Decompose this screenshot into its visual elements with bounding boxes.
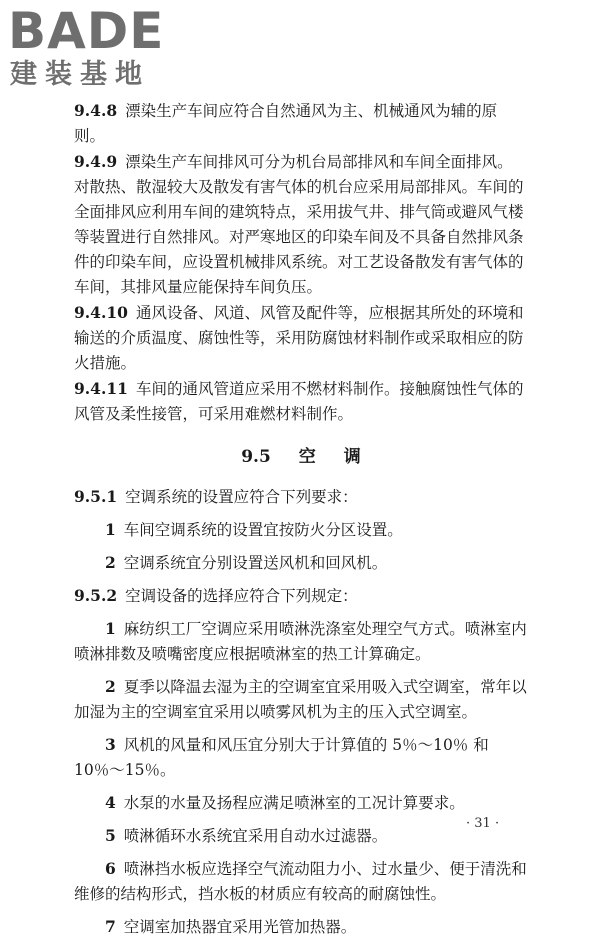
sub-item-number: 2 (105, 677, 116, 696)
sub-item-number: 6 (105, 859, 116, 878)
clause-9-4-8 (74, 98, 528, 149)
clause-number: 9.4.9 (74, 152, 118, 171)
clause-text: 车间的通风管道应采用不燃材料制作。接触腐蚀性气体的风管及柔性接管，可采用难燃材料制作。 (74, 380, 524, 423)
sub-item (74, 616, 528, 667)
clause-number: 9.4.11 (74, 379, 128, 398)
clause-text: 空调系统的设置应符合下列要求： (125, 488, 358, 506)
sub-item-text: 水泵的水量及扬程应满足喷淋室的工况计算要求。 (123, 794, 465, 812)
clause-9-4-9 (74, 149, 528, 300)
sub-item (74, 856, 528, 907)
sub-item-number: 7 (105, 917, 116, 936)
sub-item (74, 550, 528, 576)
sub-item-text: 风机的风量和风压宜分别大于计算值的 5％～10％ 和 10％～15％。 (74, 736, 489, 779)
clause-text: 漂染生产车间排风可分为机台局部排风和车间全面排风。对散热、散湿较大及散发有害气体的机台应采用局部排风。车间的全面排风应利用车间的建筑特点，采用拔气井、排气筒或避风气楼等装置进行自然排风。对严寒地区的印染车间及不具备自然排风条件的印染车间，应设置机械排风系统。对工艺设备散发有害气体的车间，其排风量应能保持车间负压。 (74, 153, 524, 296)
bade-logo (8, 4, 178, 92)
sub-item (74, 732, 528, 783)
clause-text: 空调设备的选择应符合下列规定： (125, 587, 358, 605)
sub-item-text: 喷淋挡水板应选择空气流动阻力小、过水量少、便于清洗和维修的结构形式，挡水板的材质应有较高的耐腐蚀性。 (74, 860, 527, 903)
section-title-char-1: 空 (298, 447, 316, 467)
sub-item-text: 空调系统宜分别设置送风机和回风机。 (123, 554, 388, 572)
section-number: 9.5 (241, 447, 271, 467)
clause-number: 9.4.10 (74, 303, 128, 322)
sub-item-text: 喷淋循环水系统宜采用自动水过滤器。 (123, 827, 388, 845)
clause-number: 9.4.8 (74, 101, 118, 120)
sub-item-text: 车间空调系统的设置宜按防火分区设置。 (123, 521, 403, 539)
sub-item-text: 空调室加热器宜采用光管加热器。 (123, 918, 357, 936)
clause-number: 9.5.2 (74, 586, 118, 605)
sub-item-number: 1 (105, 619, 116, 638)
sub-item-number: 2 (105, 553, 116, 572)
sub-item-number: 4 (105, 793, 116, 812)
page-number: · 31 · (466, 816, 500, 831)
section-heading (74, 445, 528, 470)
sub-item (74, 517, 528, 543)
sub-item (74, 790, 528, 816)
clause-9-5-1 (74, 484, 528, 510)
sub-item (74, 914, 528, 940)
clause-number: 9.5.1 (74, 487, 118, 506)
section-title-char-2: 调 (343, 447, 361, 467)
sub-item-number: 5 (105, 826, 116, 845)
clause-9-4-10 (74, 300, 528, 376)
clause-9-4-11 (74, 376, 528, 427)
document-body (74, 98, 528, 940)
sub-item (74, 823, 528, 849)
sub-item-number: 3 (105, 735, 116, 754)
clause-text: 通风设备、风道、风管及配件等，应根据其所处的环境和输送的介质温度、腐蚀性等，采用防腐蚀材料制作或采取相应的防火措施。 (74, 304, 524, 372)
clause-9-5-2 (74, 583, 528, 609)
sub-item (74, 674, 528, 725)
sub-item-text: 夏季以降温去湿为主的空调室宜采用吸入式空调室，常年以加湿为主的空调室宜采用以喷雾风机为主的压入式空调室。 (74, 678, 527, 721)
logo-brand: BADE (8, 2, 165, 60)
clause-text: 漂染生产车间应符合自然通风为主、机械通风为辅的原则。 (74, 102, 498, 145)
sub-item-text: 麻纺织工厂空调应采用喷淋洗涤室处理空气方式。喷淋室内喷淋排数及喷嘴密度应根据喷淋室的热工计算确定。 (74, 620, 527, 663)
logo-subtitle: 建装基地 (10, 59, 150, 90)
sub-item-number: 1 (105, 520, 116, 539)
